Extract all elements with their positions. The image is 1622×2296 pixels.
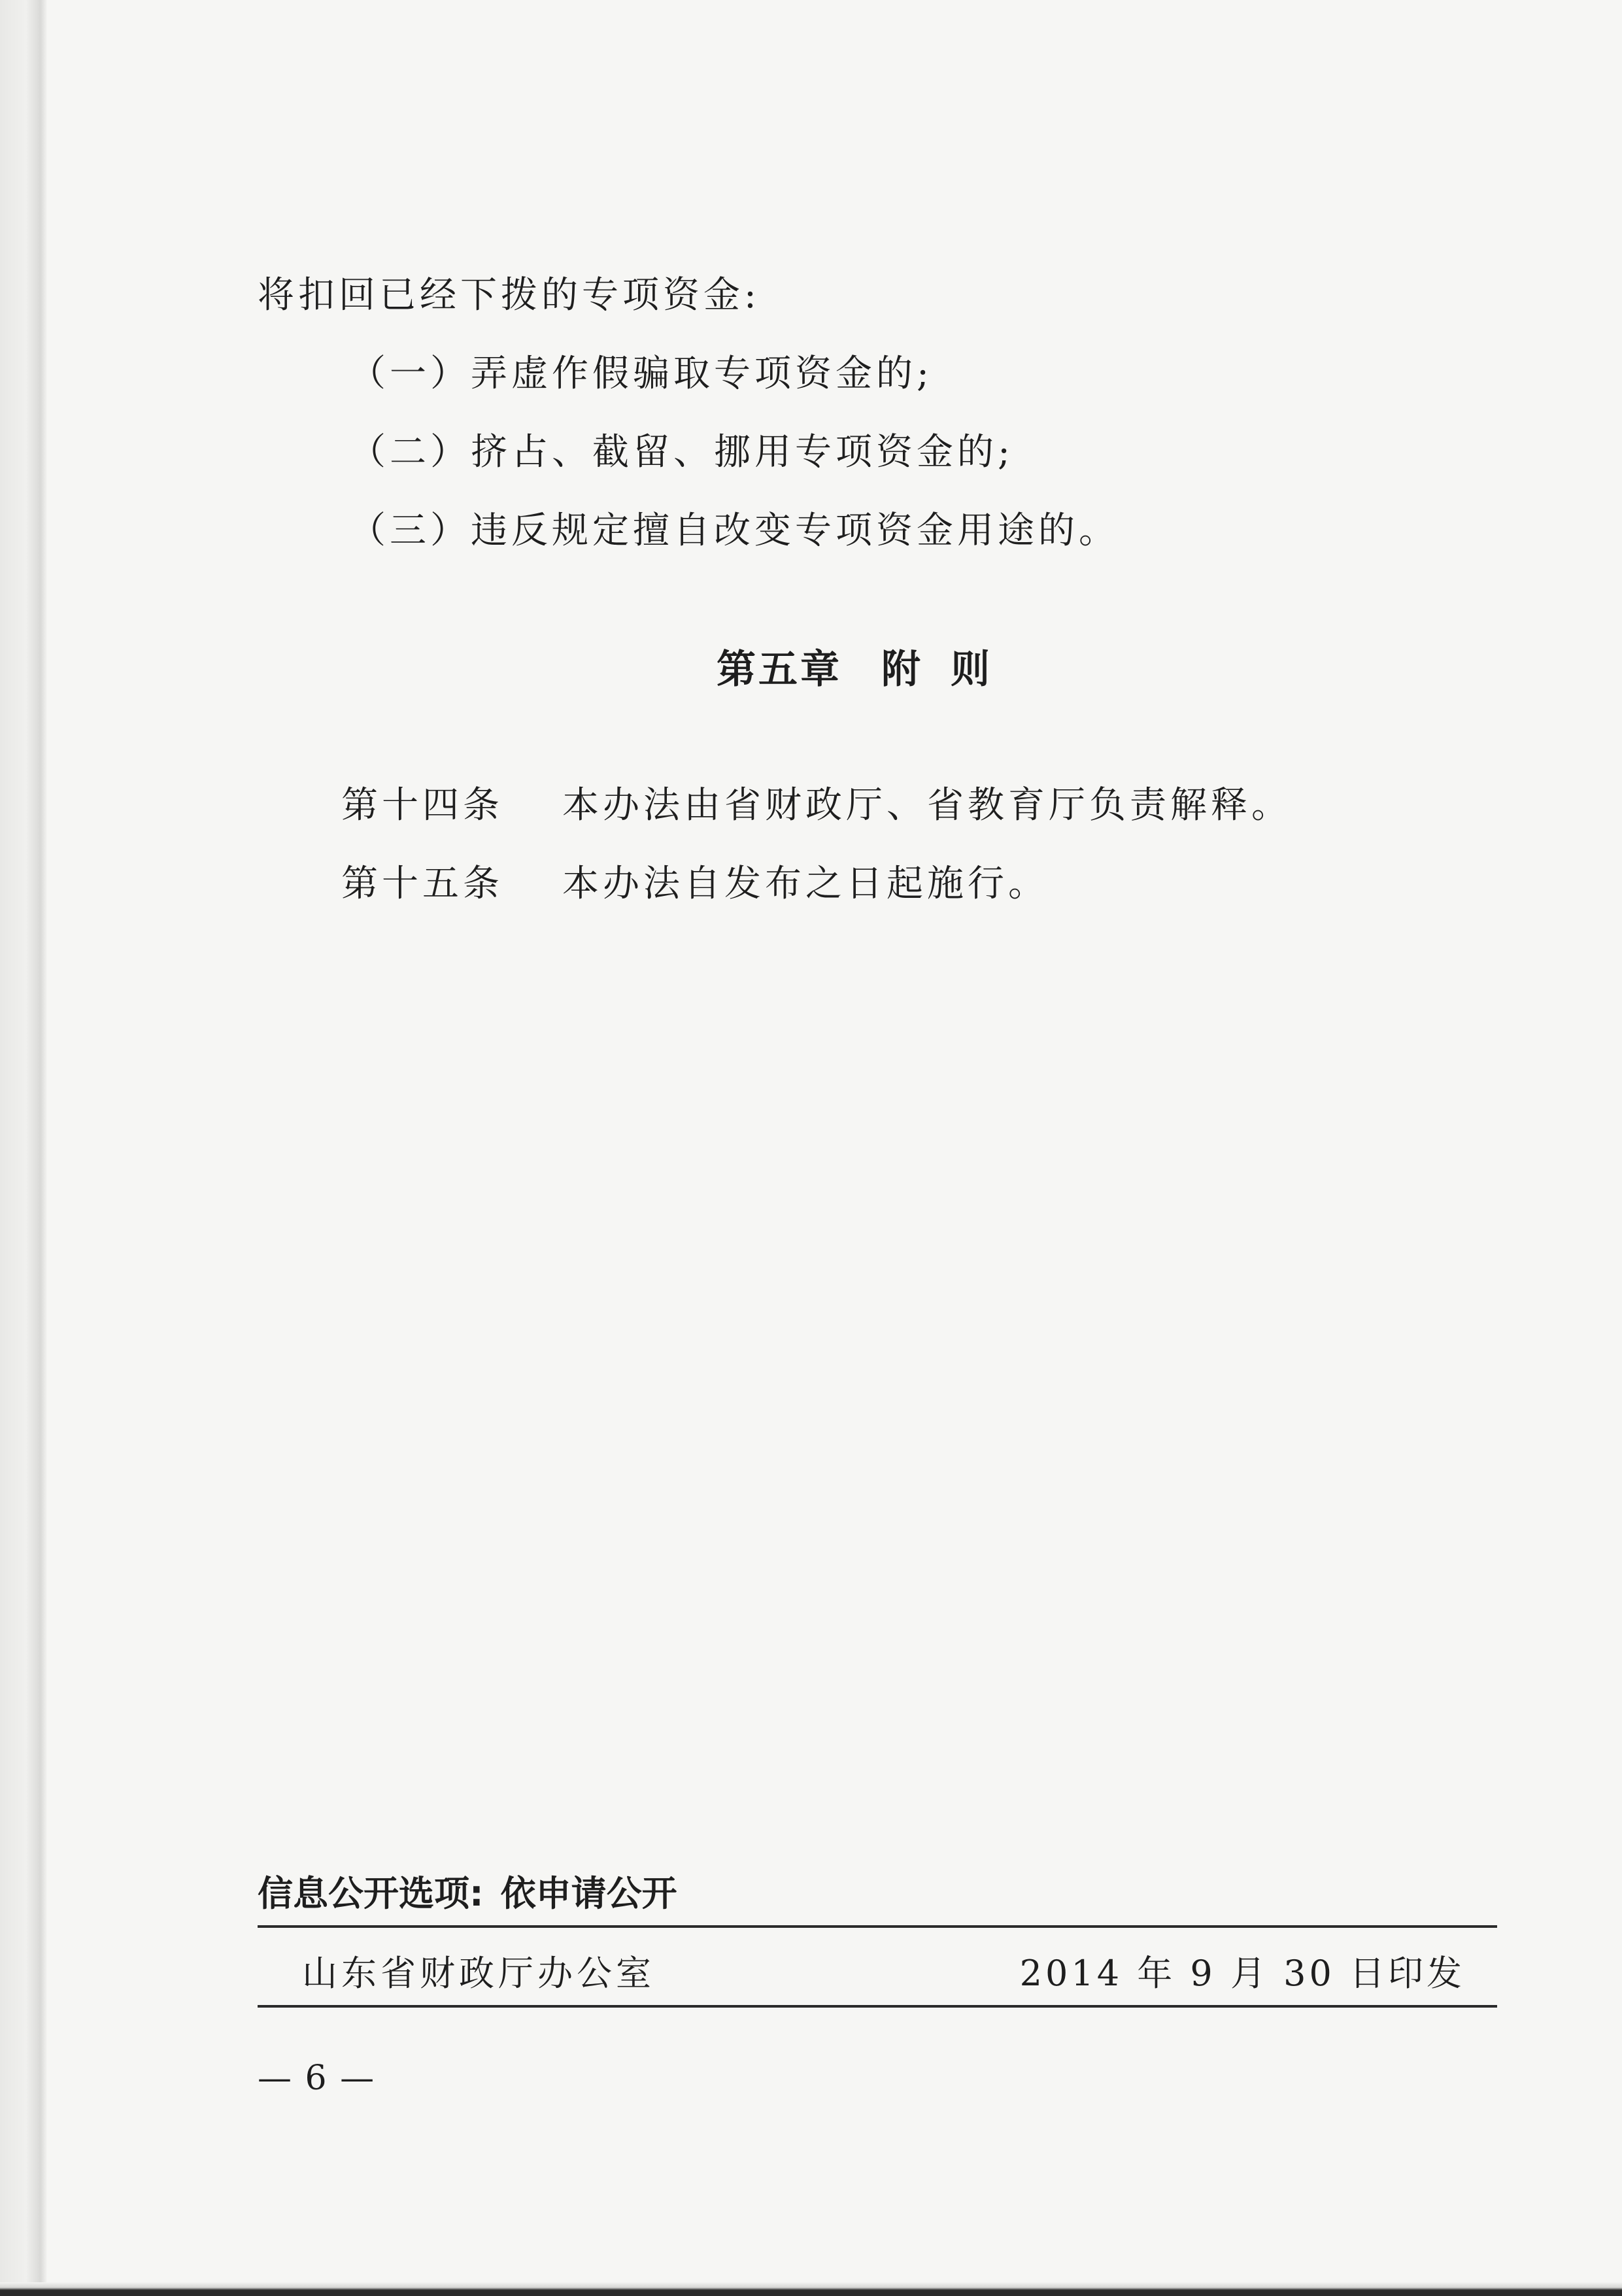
- scan-left-edge: [0, 0, 47, 2296]
- chapter-title-part2: 则: [951, 647, 992, 693]
- article-14-number: 第十四条: [341, 784, 503, 827]
- footer-bottom-rule: [258, 2005, 1497, 2008]
- article-15-number: 第十五条: [341, 863, 503, 905]
- disclosure-label: 信息公开选项:: [258, 1873, 484, 1914]
- article-15: [341, 858, 1049, 910]
- body-intro-line: 将扣回已经下拨的专项资金:: [258, 274, 760, 317]
- list-item-2: （二）挤占、截留、挪用专项资金的;: [349, 431, 1014, 473]
- article-14-text: 本办法由省财政厅、省教育厅负责解释。: [562, 784, 1292, 827]
- issue-date: 2014 年 9 月 30 日印发: [1019, 1953, 1465, 1994]
- article-15-text: 本办法自发布之日起施行。: [562, 863, 1049, 905]
- chapter-number: 第五章: [717, 647, 842, 693]
- disclosure-value: 依申请公开: [500, 1873, 677, 1914]
- disclosure-option: [258, 1868, 677, 1920]
- chapter-title-part1: 附: [881, 647, 923, 693]
- chapter-heading: [717, 643, 992, 696]
- list-item-1: （一）弄虚作假骗取专项资金的;: [349, 352, 933, 395]
- scan-bottom-edge: [0, 2282, 1622, 2296]
- issuing-office: 山东省财政厅办公室: [302, 1953, 655, 1994]
- list-item-3: （三）违反规定擅自改变专项资金用途的。: [349, 509, 1119, 552]
- article-14: [341, 780, 1292, 832]
- footer-top-rule: [258, 1925, 1497, 1928]
- page-number: — 6 —: [258, 2059, 376, 2098]
